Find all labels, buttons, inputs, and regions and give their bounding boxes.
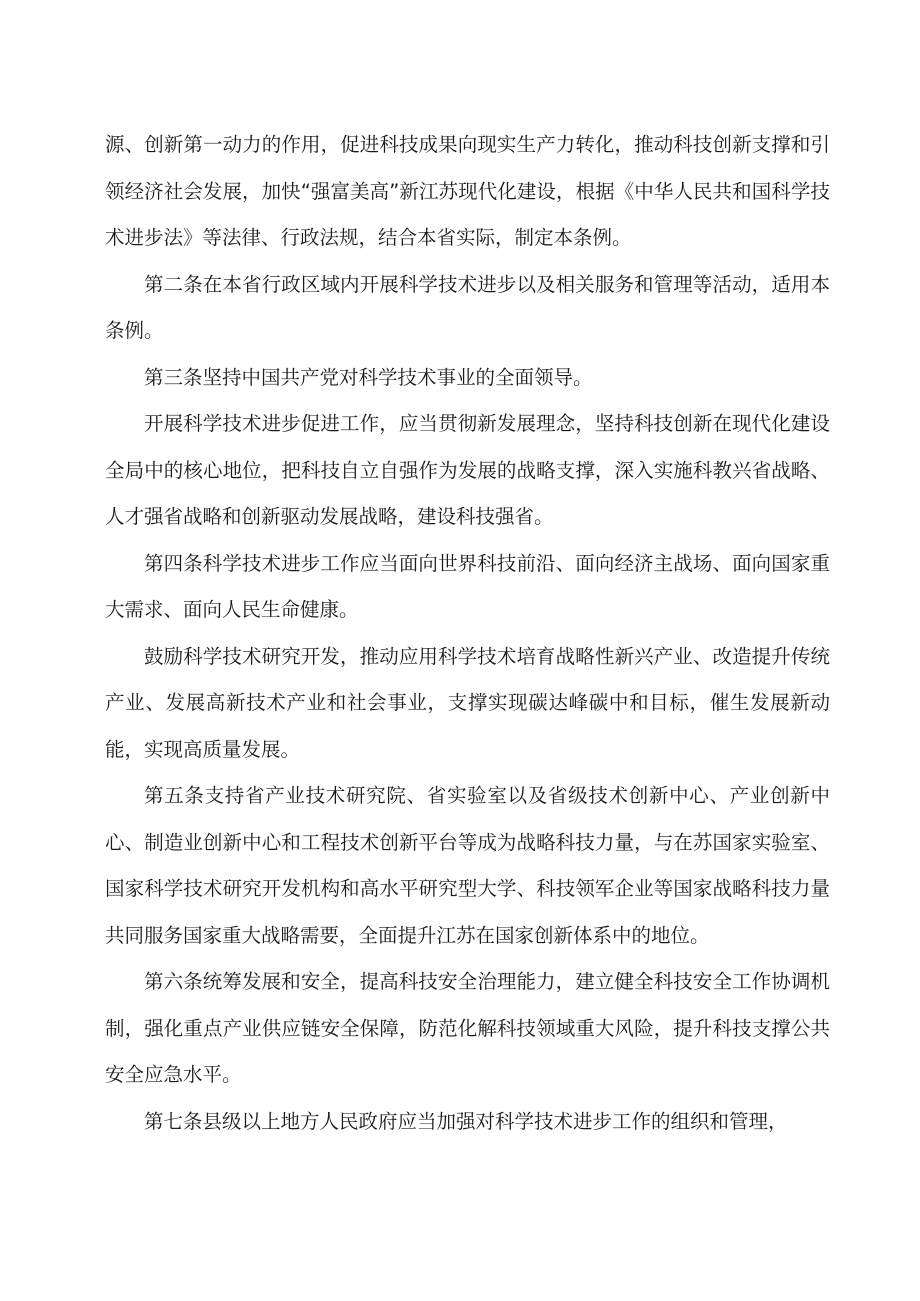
paragraph-article-3: 第三条坚持中国共产党对科学技术事业的全面领导。 <box>144 365 593 389</box>
paragraph-article-6: 第六条统筹发展和安全，提高科技安全治理能力，建立健全科技安全工作协调机制，强化重点产业供应链安全保障，防范化解科技领域重大风险，提升科技支撑公共安全应急水平。 <box>105 970 830 1086</box>
paragraph-article-7: 第七条县级以上地方人民政府应当加强对科学技术进步工作的组织和管理， <box>144 1109 788 1133</box>
paragraph-article-4: 第四条科学技术进步工作应当面向世界科技前沿、面向经济主战场、面向国家重大需求、面向人民生命健康。 <box>105 551 830 621</box>
paragraph-preamble-continued: 源、创新第一动力的作用，促进科技成果向现实生产力转化，推动科技创新支撑和引领经济社会发展，加快“强富美高”新江苏现代化建设，根据《中华人民共和国科学技术进步法》等法律、行政法规，结合本省实际，制定本条例。 <box>105 133 830 249</box>
paragraph-article-4-continued: 鼓励科学技术研究开发，推动应用科学技术培育战略性新兴产业、改造提升传统产业、发展高新技术产业和社会事业，支撑实现碳达峰碳中和目标，催生发展新动能，实现高质量发展。 <box>105 644 830 761</box>
paragraph-article-3-continued: 开展科学技术进步促进工作，应当贯彻新发展理念，坚持科技创新在现代化建设全局中的核心地位，把科技自立自强作为发展的战略支撑，深入实施科教兴省战略、人才强省战略和创新驱动发展战略，建设科技强省。 <box>105 412 830 528</box>
paragraph-article-5: 第五条支持省产业技术研究院、省实验室以及省级技术创新中心、产业创新中心、制造业创新中心和工程技术创新平台等成为战略科技力量，与在苏国家实验室、国家科学技术研究开发机构和高水平研究型大学、科技领军企业等国家战略科技力量共同服务国家重大战略需要，全面提升江苏在国家创新体系中的地位。 <box>105 784 830 947</box>
paragraph-article-2: 第二条在本省行政区域内开展科学技术进步以及相关服务和管理等活动，适用本条例。 <box>105 272 830 342</box>
document-body <box>105 122 830 1145</box>
